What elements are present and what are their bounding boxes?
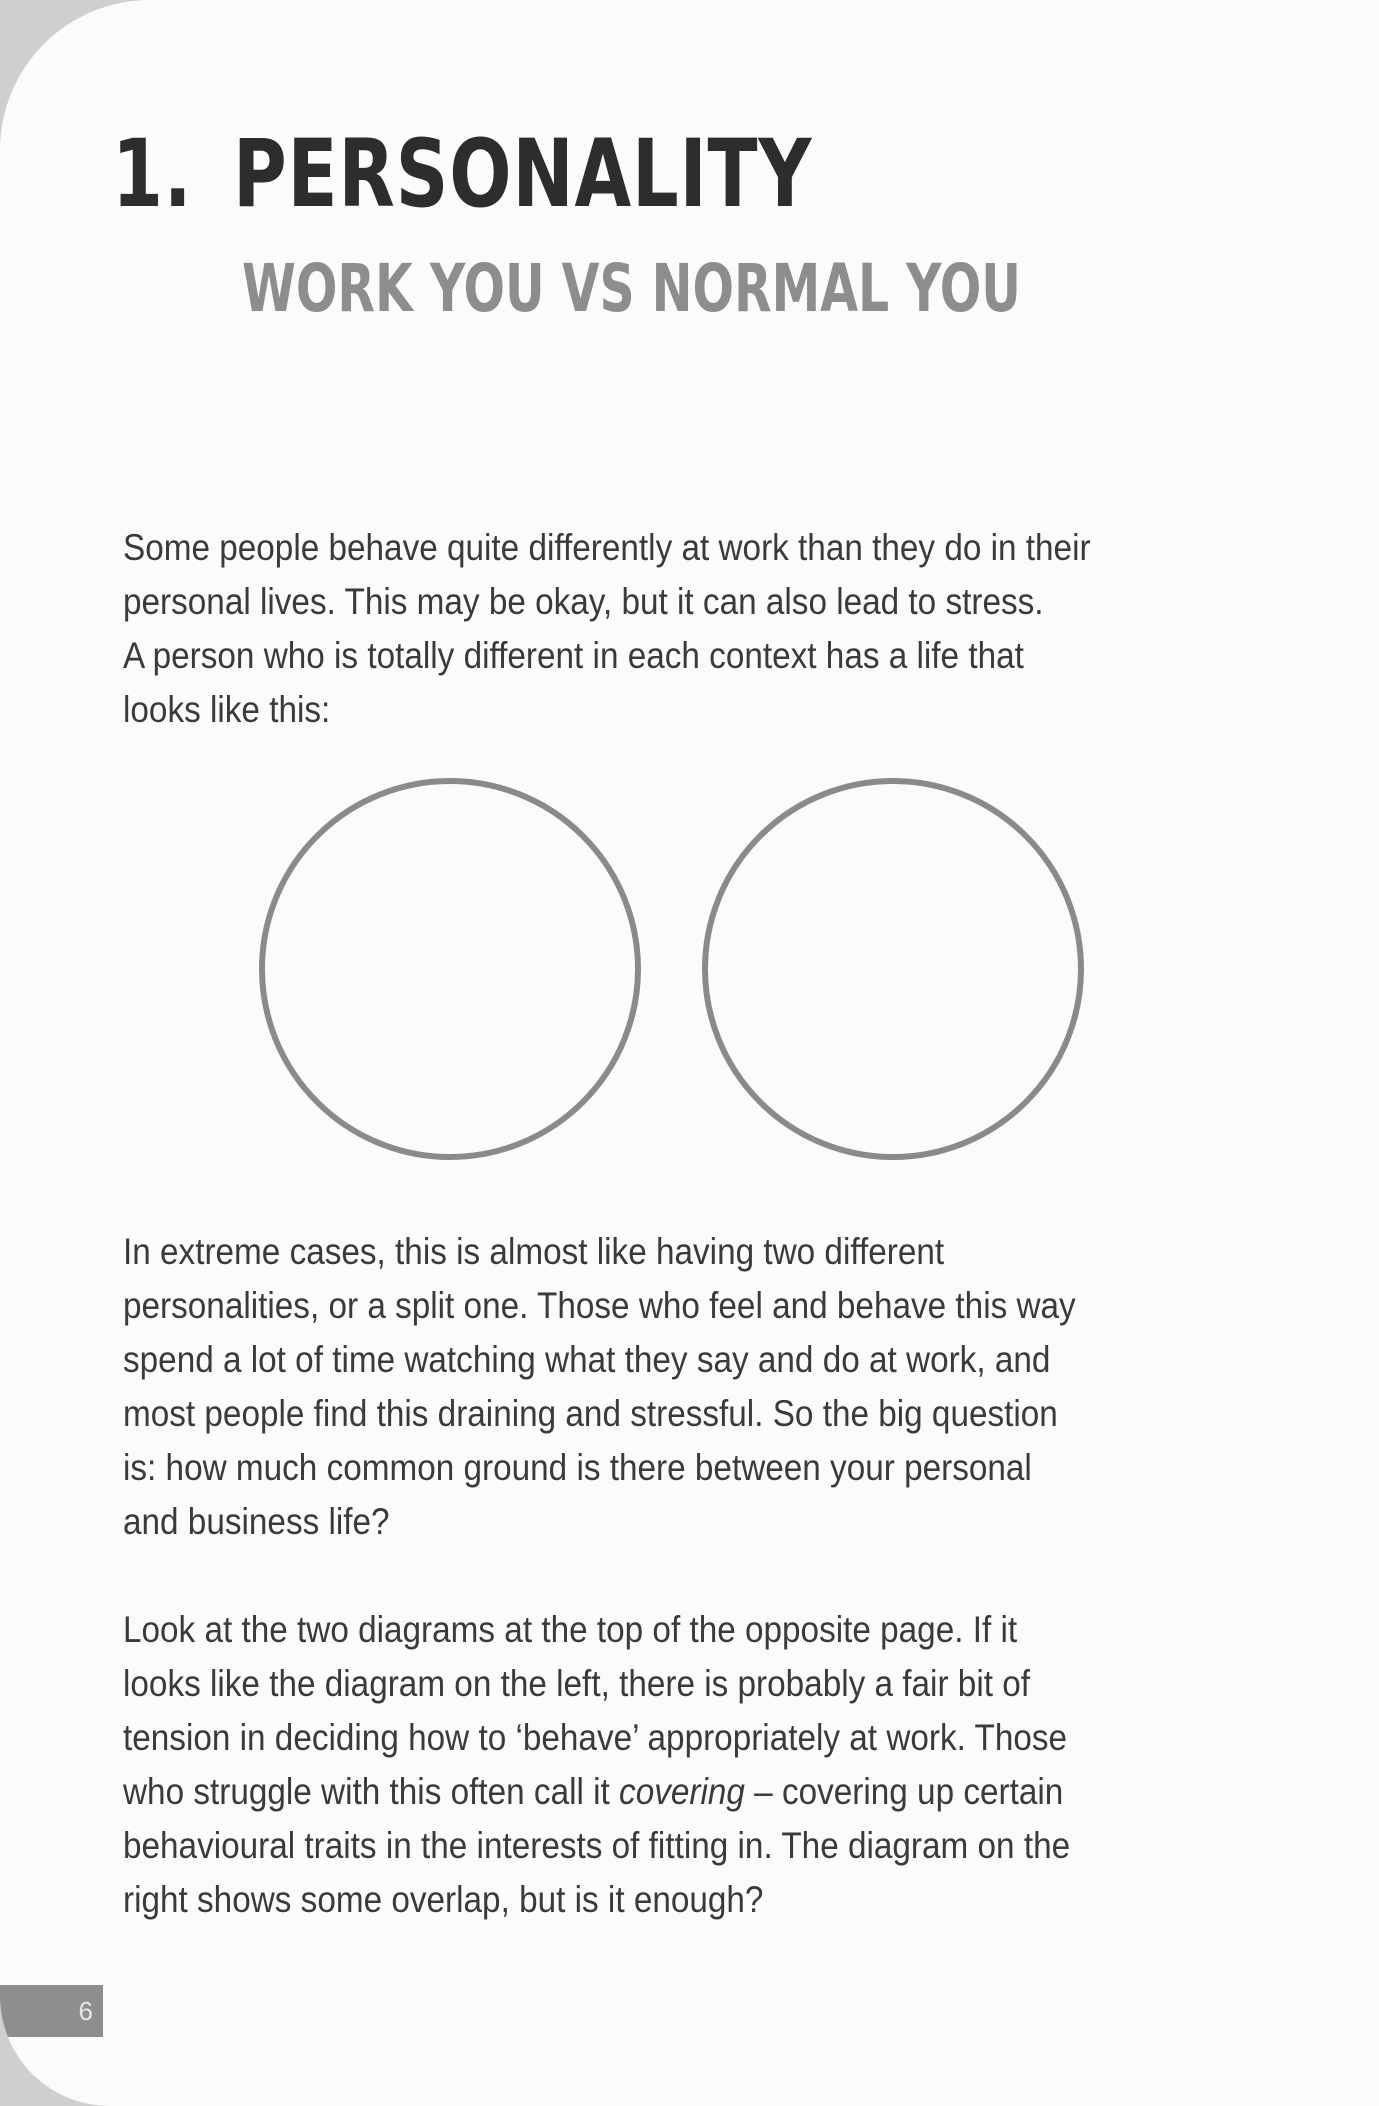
chapter-title xyxy=(112,120,813,229)
text-line: A person who is totally different in each context has a life that xyxy=(123,635,1024,676)
text-line: In extreme cases, this is almost like having two different xyxy=(123,1231,945,1272)
text-line: looks like this: xyxy=(123,689,331,730)
page-number-tab xyxy=(0,1985,103,2037)
text-line: personalities, or a split one. Those who feel and behave this way xyxy=(123,1285,1076,1326)
text-line: personal lives. This may be okay, but it can also lead to stress. xyxy=(123,581,1044,622)
text-line: and business life? xyxy=(123,1501,390,1542)
text-line: looks like the diagram on the left, there is probably a fair bit of xyxy=(123,1663,1030,1704)
extreme-cases-paragraph xyxy=(123,1225,1131,1549)
diagrams-paragraph xyxy=(123,1603,1131,1927)
chapter-subtitle: WORK YOU VS NORMAL YOU xyxy=(242,250,1021,327)
text-line: is: how much common ground is there between your personal xyxy=(123,1447,1032,1488)
text-line xyxy=(123,1765,1131,1819)
text-line: right shows some overlap, but is it enough? xyxy=(123,1879,764,1920)
page-number: 6 xyxy=(78,1996,93,2026)
left-circle xyxy=(262,781,638,1157)
text-line: spend a lot of time watching what they say and do at work, and xyxy=(123,1339,1051,1380)
text-segment: who struggle with this often call it xyxy=(123,1771,620,1812)
text-line: tension in deciding how to ‘behave’ appropriately at work. Those xyxy=(123,1717,1068,1758)
text-line: Look at the two diagrams at the top of the opposite page. If it xyxy=(123,1609,1018,1650)
chapter-title-text: PERSONALITY xyxy=(232,120,813,229)
right-circle xyxy=(705,781,1081,1157)
intro-paragraph xyxy=(123,521,1131,737)
separate-circles-diagram xyxy=(250,775,1100,1165)
chapter-number: 1. xyxy=(112,120,193,229)
text-segment: – covering up certain xyxy=(744,1771,1064,1812)
text-line: most people find this draining and stressful. So the big question xyxy=(123,1393,1058,1434)
text-line: Some people behave quite differently at work than they do in their xyxy=(123,527,1091,568)
text-line: behavioural traits in the interests of fitting in. The diagram on the xyxy=(123,1825,1071,1866)
emphasis-covering: covering xyxy=(619,1771,745,1812)
